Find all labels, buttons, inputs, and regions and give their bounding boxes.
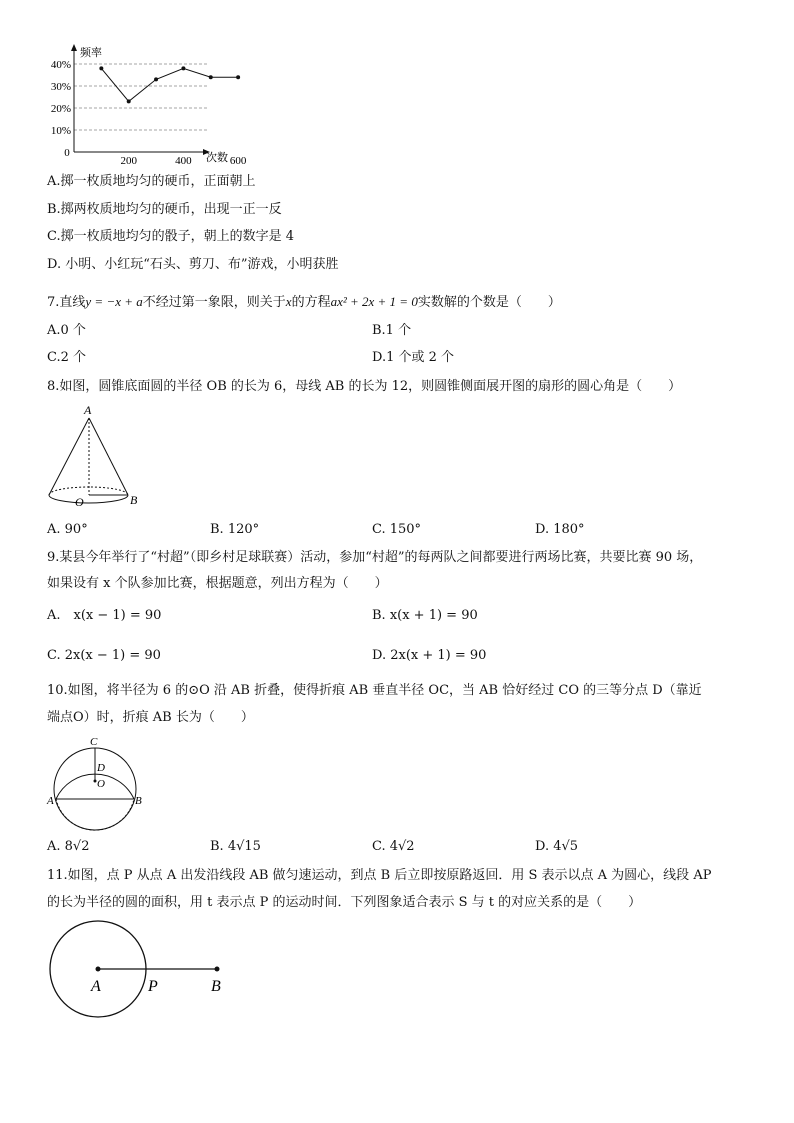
q8-option-d[interactable]: D. 180° <box>535 522 585 537</box>
data-point <box>154 77 158 81</box>
q8-option-a[interactable]: A. 90° <box>47 522 88 537</box>
label-p: P <box>148 978 158 995</box>
circle-fold-figure <box>44 735 154 835</box>
data-point <box>99 66 103 70</box>
y-tick-labels <box>51 59 71 137</box>
q7-stem <box>47 292 561 313</box>
q8-option-b[interactable]: B. 120° <box>210 522 260 537</box>
point-a <box>96 967 101 972</box>
q10-option-a[interactable]: A. 8√2 <box>47 839 90 854</box>
x-axis-label: 次数 <box>206 152 228 164</box>
q6-option-d[interactable]: D. 小明、小红玩“石头、剪刀、布”游戏，小明获胜 <box>47 257 339 272</box>
point-b <box>215 967 220 972</box>
cone-right-slant <box>89 418 128 495</box>
x-tick-label: 600 <box>229 155 247 167</box>
label-d: D <box>97 762 105 774</box>
label-c: C <box>90 736 98 748</box>
y-tick-label: 30% <box>50 81 71 93</box>
q7-stem-a: 7.直线 <box>47 295 86 310</box>
label-a: A <box>47 795 54 807</box>
q7-stem-d: 实数解的个数是（ ） <box>417 295 561 310</box>
y-axis-arrow <box>71 44 77 51</box>
q7-line-equation: y = −x + a <box>85 294 143 309</box>
series-line <box>101 68 238 101</box>
q11-stem-line1: 11.如图，点 P 从点 A 出发沿线段 AB 做匀速运动，到点 B 后立即按原路返回．用 S 表示以点 A 为圆心，线段 AP <box>47 868 712 883</box>
label-o: O <box>97 778 105 790</box>
data-point <box>209 75 213 79</box>
data-point <box>236 75 240 79</box>
q7-variable: x <box>285 294 292 309</box>
q7-option-c[interactable]: C.2 个 <box>47 350 87 365</box>
q11-stem-line2: 的长为半径的圆的面积，用 t 表示点 P 的运动时间．下列图象适合表示 S 与 t 的对应关系的是（ ） <box>47 895 642 910</box>
q6-option-b[interactable]: B.掷两枚质地均匀的硬币，出现一正一反 <box>47 202 282 217</box>
q9-stem-line2: 如果设有 x 个队参加比赛，根据题意，列出方程为（ ） <box>47 576 388 591</box>
q9-option-a[interactable]: A. x(x − 1) = 90 <box>47 608 162 623</box>
cone-left-slant <box>49 418 89 495</box>
q7-option-b[interactable]: B.1 个 <box>372 323 412 338</box>
q9-option-d[interactable]: D. 2x(x + 1) = 90 <box>372 648 487 663</box>
x-tick-label: 400 <box>175 155 192 167</box>
moving-point-figure <box>44 922 244 1017</box>
cone-figure <box>40 402 160 512</box>
y-tick-label: 40% <box>50 59 71 71</box>
q10-stem-line1: 10.如图，将半径为 6 的⊙O 沿 AB 折叠，使得折痕 AB 垂直半径 OC，当 AB 恰好经过 CO 的三等分点 D（靠近 <box>47 683 702 698</box>
q9-option-b[interactable]: B. x(x + 1) = 90 <box>372 608 478 623</box>
q10-stem-line2: 端点O）时，折痕 AB 长为（ ） <box>47 710 254 725</box>
q8-stem: 8.如图，圆锥底面圆的半径 OB 的长为 6，母线 AB 的长为 12，则圆锥侧面展开图的扇形的圆心角是（ ） <box>47 379 682 394</box>
q9-stem-line1: 9.某县今年举行了“村超”（即乡村足球联赛）活动，参加“村超”的每两队之间都要进行两场比赛，共要比赛 90 场， <box>47 550 703 565</box>
cone-label-o: O <box>75 495 84 509</box>
series-points <box>99 66 240 103</box>
data-point <box>127 99 131 103</box>
q7-stem-b: 不经过第一象限，则关于 <box>142 295 286 310</box>
y-tick-label: 10% <box>50 125 71 137</box>
cone-label-a: A <box>84 403 92 417</box>
q6-option-a[interactable]: A.掷一枚质地均匀的硬币，正面朝上 <box>47 174 256 189</box>
label-b: B <box>211 978 221 995</box>
x-tick-label: 200 <box>120 155 137 167</box>
label-a: A <box>91 978 101 995</box>
q10-option-d[interactable]: D. 4√5 <box>535 839 579 854</box>
q7-quadratic: ax² + 2x + 1 = 0 <box>330 294 418 309</box>
q8-option-c[interactable]: C. 150° <box>372 522 422 537</box>
cone-label-b: B <box>130 493 138 507</box>
origin-label: 0 <box>64 147 70 159</box>
q10-option-c[interactable]: C. 4√2 <box>372 839 415 854</box>
cone-base-front <box>49 495 128 503</box>
q7-stem-c: 的方程 <box>291 295 331 310</box>
q7-option-d[interactable]: D.1 个或 2 个 <box>372 350 455 365</box>
frequency-chart <box>40 42 280 167</box>
q10-option-b[interactable]: B. 4√15 <box>210 839 261 854</box>
label-b: B <box>135 795 142 807</box>
data-point <box>181 66 185 70</box>
y-axis-label: 频率 <box>80 47 102 59</box>
q9-option-c[interactable]: C. 2x(x − 1) = 90 <box>47 648 161 663</box>
circle-o-lower-dashed <box>56 799 134 830</box>
y-tick-label: 20% <box>50 103 71 115</box>
chart-grid <box>74 64 208 130</box>
q6-option-c[interactable]: C.掷一枚质地均匀的骰子，朝上的数字是 4 <box>47 229 295 244</box>
q7-option-a[interactable]: A.0 个 <box>47 323 86 338</box>
